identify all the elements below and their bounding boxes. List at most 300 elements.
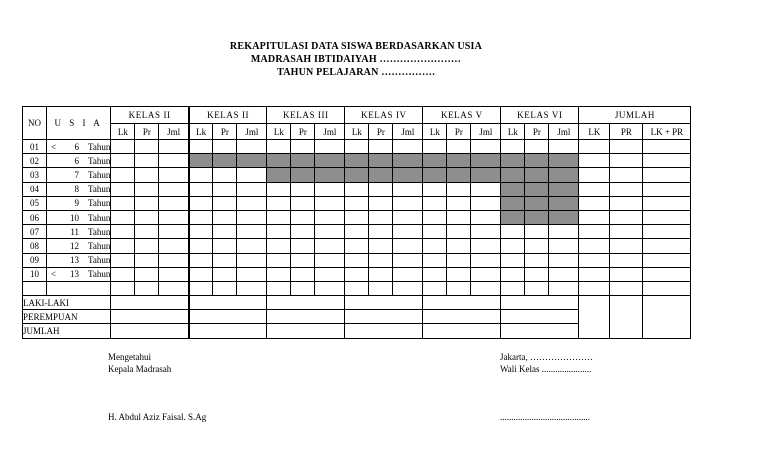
blank-cell [135, 281, 159, 295]
data-cell [315, 225, 345, 239]
data-cell [135, 196, 159, 210]
total-cell [579, 225, 610, 239]
subheader-cell: Jml [549, 124, 579, 140]
data-cell [525, 225, 549, 239]
data-cell [471, 182, 501, 196]
data-cell [213, 225, 237, 239]
summary-class-cell [111, 310, 189, 324]
data-cell [237, 267, 267, 281]
data-cell [315, 239, 345, 253]
data-cell [345, 168, 369, 182]
total-subheader-cell: LK [579, 124, 610, 140]
data-cell [315, 168, 345, 182]
blank-cell [213, 281, 237, 295]
data-cell [189, 140, 213, 154]
data-cell [159, 168, 189, 182]
age-unit: Tahun [88, 255, 111, 266]
data-cell [237, 182, 267, 196]
age-unit: Tahun [88, 226, 111, 237]
data-cell [369, 253, 393, 267]
total-cell [579, 182, 610, 196]
data-cell [267, 168, 291, 182]
data-cell [525, 182, 549, 196]
data-cell [267, 267, 291, 281]
age-header: U S I A [47, 107, 111, 140]
data-cell [501, 154, 525, 168]
data-cell [369, 239, 393, 253]
table-row [23, 225, 691, 239]
table-row [23, 210, 691, 224]
blank-cell [643, 281, 691, 295]
data-cell [189, 239, 213, 253]
data-cell [111, 168, 135, 182]
data-cell [237, 210, 267, 224]
data-cell [291, 253, 315, 267]
data-cell [237, 196, 267, 210]
age-cell [47, 267, 111, 281]
data-cell [291, 182, 315, 196]
data-cell [315, 253, 345, 267]
age-operator: < [51, 269, 57, 280]
data-cell [345, 253, 369, 267]
data-cell [393, 239, 423, 253]
data-cell [267, 140, 291, 154]
subheader-cell: Lk [189, 124, 213, 140]
data-cell [213, 210, 237, 224]
data-cell [291, 140, 315, 154]
total-cell [579, 168, 610, 182]
data-cell [189, 210, 213, 224]
blank-cell [189, 281, 213, 295]
data-cell [471, 168, 501, 182]
age-cell [47, 253, 111, 267]
data-cell [525, 267, 549, 281]
data-cell [393, 267, 423, 281]
data-cell [345, 225, 369, 239]
summary-class-cell [111, 296, 189, 310]
summary-row [23, 296, 691, 310]
data-cell [159, 196, 189, 210]
subheader-cell: Jml [393, 124, 423, 140]
data-cell [135, 182, 159, 196]
teacher-name-blank: ........................................ [500, 412, 590, 422]
subheader-row [23, 124, 691, 140]
summary-label-cell [23, 324, 111, 338]
data-cell [501, 225, 525, 239]
data-cell [471, 210, 501, 224]
age-unit: Tahun [88, 198, 111, 209]
data-cell [447, 140, 471, 154]
subheader-cell: Lk [267, 124, 291, 140]
data-cell [189, 154, 213, 168]
data-cell [549, 154, 579, 168]
data-cell [159, 210, 189, 224]
data-cell [189, 267, 213, 281]
data-cell [267, 253, 291, 267]
data-cell [315, 140, 345, 154]
data-cell [423, 225, 447, 239]
age-unit: Tahun [88, 141, 111, 152]
data-cell [447, 210, 471, 224]
subheader-cell: Pr [369, 124, 393, 140]
age-value: 10 [70, 212, 79, 223]
data-cell [111, 210, 135, 224]
total-cell [610, 154, 643, 168]
data-cell [135, 225, 159, 239]
total-cell [610, 267, 643, 281]
data-cell [315, 182, 345, 196]
report-title: REKAPITULASI DATA SISWA BERDASARKAN USIA [229, 41, 483, 52]
data-cell [213, 253, 237, 267]
data-cell [471, 267, 501, 281]
data-cell [213, 154, 237, 168]
data-cell [111, 196, 135, 210]
summary-class-cell [267, 310, 345, 324]
summary-class-cell [345, 310, 423, 324]
data-cell [369, 154, 393, 168]
data-cell [159, 182, 189, 196]
row-number: 08 [23, 239, 47, 253]
blank-cell [345, 281, 369, 295]
data-cell [111, 140, 135, 154]
data-cell [525, 168, 549, 182]
blank-cell [369, 281, 393, 295]
blank-cell [549, 281, 579, 295]
age-cell [47, 154, 111, 168]
blank-cell [267, 281, 291, 295]
blank-cell [315, 281, 345, 295]
data-cell [267, 225, 291, 239]
data-cell [471, 154, 501, 168]
row-number: 03 [23, 168, 47, 182]
data-cell [393, 154, 423, 168]
data-cell [213, 168, 237, 182]
row-number: 07 [23, 225, 47, 239]
data-cell [189, 182, 213, 196]
data-cell [315, 267, 345, 281]
age-unit: Tahun [88, 212, 111, 223]
summary-label: PEREMPUAN [23, 312, 78, 323]
blank-cell [393, 281, 423, 295]
age-value: 12 [70, 240, 79, 251]
data-cell [447, 239, 471, 253]
place-date: Jakarta, ………………… [500, 352, 593, 362]
data-cell [159, 239, 189, 253]
data-cell [393, 140, 423, 154]
summary-class-cell [111, 324, 189, 338]
total-cell [610, 225, 643, 239]
data-cell [471, 140, 501, 154]
data-cell [423, 140, 447, 154]
data-cell [393, 182, 423, 196]
data-cell [345, 182, 369, 196]
data-cell [345, 196, 369, 210]
data-cell [549, 267, 579, 281]
summary-label-cell [23, 310, 111, 324]
table-row [23, 239, 691, 253]
blank-cell [423, 281, 447, 295]
data-cell [501, 168, 525, 182]
data-cell [501, 140, 525, 154]
data-cell [267, 210, 291, 224]
subheader-cell: Jml [315, 124, 345, 140]
data-cell [111, 182, 135, 196]
data-cell [423, 267, 447, 281]
data-cell [549, 168, 579, 182]
total-cell [579, 239, 610, 253]
row-number: 01 [23, 140, 47, 154]
total-cell [643, 267, 691, 281]
data-cell [423, 182, 447, 196]
summary-class-cell [501, 296, 579, 310]
age-value: 13 [70, 269, 79, 280]
data-cell [525, 210, 549, 224]
table-row [23, 182, 691, 196]
data-cell [237, 225, 267, 239]
age-cell [47, 182, 111, 196]
age-unit: Tahun [88, 169, 111, 180]
total-cell [643, 140, 691, 154]
data-cell [471, 253, 501, 267]
subheader-cell: Pr [135, 124, 159, 140]
age-value: 6 [74, 155, 79, 166]
madrasah-line: MADRASAH IBTIDAIYAH …………………… [250, 54, 462, 65]
row-number: 09 [23, 253, 47, 267]
total-cell [610, 253, 643, 267]
data-cell [291, 225, 315, 239]
blank-cell [47, 281, 111, 295]
total-cell [643, 168, 691, 182]
no-header: NO [23, 107, 47, 140]
row-number: 06 [23, 210, 47, 224]
age-value: 11 [70, 226, 79, 237]
summary-class-cell [345, 324, 423, 338]
data-cell [291, 168, 315, 182]
approval-label: Mengetahui [108, 352, 151, 362]
summary-class-cell [267, 296, 345, 310]
data-cell [501, 196, 525, 210]
data-cell [525, 154, 549, 168]
data-cell [447, 253, 471, 267]
class-header: KELAS IV [345, 107, 423, 124]
blank-cell [447, 281, 471, 295]
data-cell [525, 140, 549, 154]
total-cell [643, 225, 691, 239]
data-cell [237, 140, 267, 154]
total-cell [579, 196, 610, 210]
data-cell [159, 267, 189, 281]
data-cell [345, 210, 369, 224]
data-cell [423, 196, 447, 210]
data-cell [135, 168, 159, 182]
subheader-cell: Jml [237, 124, 267, 140]
data-cell [345, 140, 369, 154]
data-cell [189, 225, 213, 239]
blank-cell [159, 281, 189, 295]
age-cell [47, 168, 111, 182]
summary-class-cell [423, 324, 501, 338]
data-cell [159, 225, 189, 239]
total-subheader-cell: PR [610, 124, 643, 140]
data-cell [291, 210, 315, 224]
data-cell [447, 154, 471, 168]
class-header: KELAS III [267, 107, 345, 124]
data-cell [315, 154, 345, 168]
row-number: 05 [23, 196, 47, 210]
data-cell [549, 210, 579, 224]
data-cell [237, 239, 267, 253]
data-cell [525, 239, 549, 253]
class-header: KELAS II [189, 107, 267, 124]
school-year-line: TAHUN PELAJARAN ……………. [277, 67, 435, 78]
data-cell [471, 225, 501, 239]
data-cell [549, 140, 579, 154]
row-number: 10 [23, 267, 47, 281]
data-cell [549, 253, 579, 267]
data-cell [345, 267, 369, 281]
class-header: KELAS V [423, 107, 501, 124]
age-cell [47, 210, 111, 224]
data-cell [369, 168, 393, 182]
data-cell [267, 196, 291, 210]
data-cell [423, 154, 447, 168]
homeroom-teacher-title: Wali Kelas ...................... [500, 364, 592, 374]
data-cell [135, 140, 159, 154]
blank-cell [237, 281, 267, 295]
total-cell [610, 196, 643, 210]
summary-label-cell [23, 296, 111, 310]
summary-class-cell [423, 296, 501, 310]
data-cell [159, 253, 189, 267]
total-cell [610, 168, 643, 182]
age-unit: Tahun [88, 184, 111, 195]
data-cell [549, 196, 579, 210]
age-value: 6 [74, 141, 79, 152]
data-cell [111, 154, 135, 168]
data-cell [213, 140, 237, 154]
blank-cell [525, 281, 549, 295]
blank-cell [579, 281, 610, 295]
data-cell [423, 210, 447, 224]
data-cell [549, 239, 579, 253]
data-cell [393, 168, 423, 182]
total-cell [643, 253, 691, 267]
total-cell [579, 154, 610, 168]
data-cell [267, 239, 291, 253]
data-cell [159, 154, 189, 168]
total-cell [610, 182, 643, 196]
blank-cell [291, 281, 315, 295]
principal-title: Kepala Madrasah [108, 364, 172, 374]
age-cell [47, 239, 111, 253]
data-cell [501, 182, 525, 196]
age-value: 13 [70, 255, 79, 266]
data-cell [189, 196, 213, 210]
subheader-cell: Pr [525, 124, 549, 140]
data-cell [135, 267, 159, 281]
total-cell [643, 154, 691, 168]
total-cell [643, 196, 691, 210]
data-cell [237, 154, 267, 168]
data-cell [291, 154, 315, 168]
blank-cell [111, 281, 135, 295]
total-cell [579, 267, 610, 281]
summary-class-cell [189, 296, 267, 310]
data-cell [369, 140, 393, 154]
data-cell [237, 168, 267, 182]
data-cell [111, 253, 135, 267]
data-cell [501, 253, 525, 267]
data-cell [393, 253, 423, 267]
data-cell [315, 196, 345, 210]
data-cell [291, 196, 315, 210]
data-cell [369, 196, 393, 210]
total-header: JUMLAH [579, 107, 691, 124]
age-cell [47, 140, 111, 154]
age-unit: Tahun [88, 269, 111, 280]
blank-cell [23, 281, 47, 295]
subheader-cell: Pr [213, 124, 237, 140]
total-cell [610, 239, 643, 253]
grand-total-cell [579, 296, 610, 339]
data-cell [369, 210, 393, 224]
table-row [23, 168, 691, 182]
data-cell [393, 210, 423, 224]
data-cell [345, 239, 369, 253]
total-cell [579, 210, 610, 224]
summary-class-cell [501, 324, 579, 338]
data-cell [213, 239, 237, 253]
data-cell [447, 267, 471, 281]
data-cell [189, 253, 213, 267]
age-cell [47, 196, 111, 210]
data-cell [369, 182, 393, 196]
summary-class-cell [267, 324, 345, 338]
data-cell [291, 239, 315, 253]
age-operator: < [51, 141, 57, 152]
data-cell [393, 225, 423, 239]
subheader-cell: Jml [159, 124, 189, 140]
row-number: 04 [23, 182, 47, 196]
class-header: KELAS II [111, 107, 189, 124]
data-cell [501, 267, 525, 281]
total-cell [643, 210, 691, 224]
total-cell [579, 253, 610, 267]
data-cell [345, 154, 369, 168]
total-subheader-cell: LK + PR [643, 124, 691, 140]
data-cell [447, 168, 471, 182]
data-cell [423, 239, 447, 253]
data-cell [549, 225, 579, 239]
data-cell [447, 182, 471, 196]
data-cell [135, 239, 159, 253]
table-row [23, 267, 691, 281]
data-cell [159, 140, 189, 154]
data-cell [111, 225, 135, 239]
subheader-cell: Lk [111, 124, 135, 140]
summary-label: JUMLAH [23, 326, 60, 337]
data-cell [213, 196, 237, 210]
data-cell [135, 210, 159, 224]
data-cell [213, 182, 237, 196]
data-cell [369, 267, 393, 281]
table-row [23, 154, 691, 168]
age-unit: Tahun [88, 240, 111, 251]
blank-cell [610, 281, 643, 295]
data-cell [111, 239, 135, 253]
summary-class-cell [501, 310, 579, 324]
table-row [23, 196, 691, 210]
